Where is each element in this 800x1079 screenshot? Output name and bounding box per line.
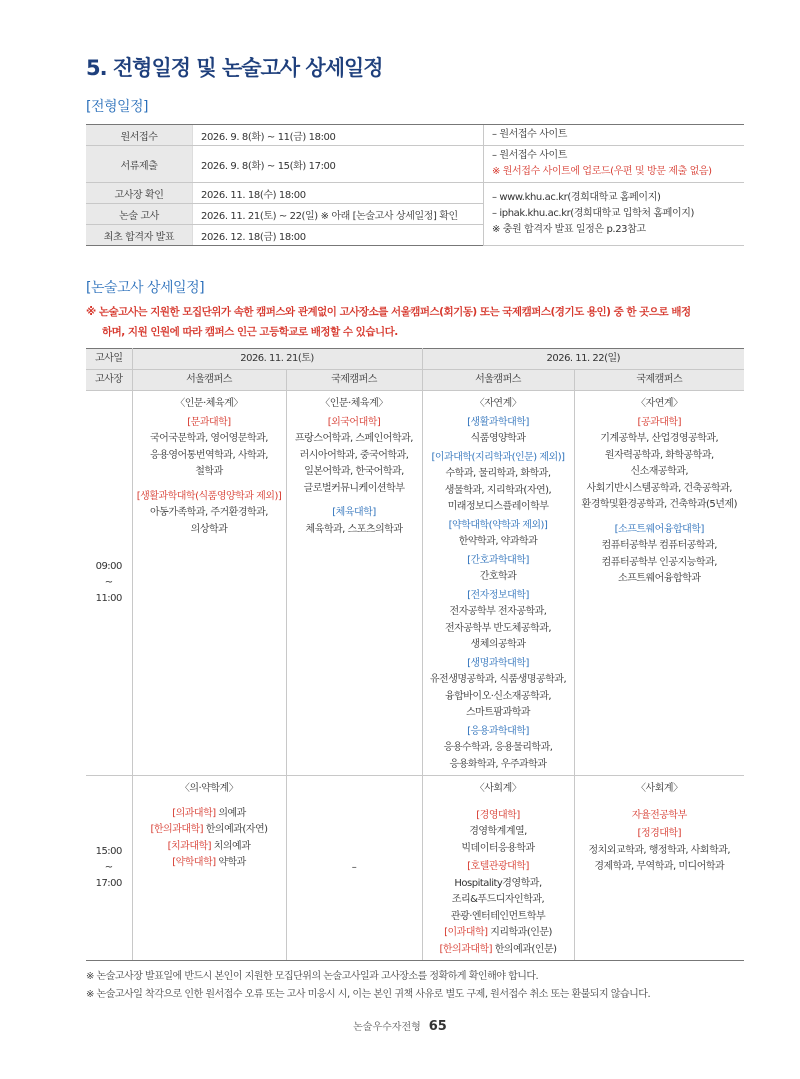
table-row — [86, 125, 744, 146]
shared-note — [484, 183, 745, 246]
note-line: – iphak.khu.ac.kr(경희대학교 입학처 홈페이지) — [492, 208, 694, 219]
note-line: – www.khu.ac.kr(경희대학교 홈페이지) — [492, 192, 661, 203]
header-cell: 고사장 — [86, 370, 132, 391]
row-date: 2026. 11. 21(토) ~ 22(일) ※ 아래 [논술고사 상세일정] 확인 — [193, 204, 484, 225]
table-header-row — [86, 370, 744, 391]
row-date: 2026. 9. 8(화) ~ 15(화) 17:00 — [193, 146, 484, 183]
table-row — [86, 146, 744, 183]
note-line-red: ※ 원서접수 사이트에 업로드(우편 및 방문 제출 없음) — [492, 166, 712, 177]
page-footer — [0, 1018, 800, 1034]
exam-cell: 〈자연계〉 [공과대학] 기계공학부, 산업경영공학과, 원자력공학과, 화학공학과, 신소재공학과, 사회기반시스템공학과, 건축공학과, 환경학및환경공학과, 건축학과(5년제) [소프트웨어융합대학] 컴퓨터공학부 컴퓨터공학과, 컴퓨터공학부 인공지능학과, 소프트웨어융합학과 — [574, 391, 744, 776]
header-cell: 국제캠퍼스 — [286, 370, 422, 391]
table-row — [86, 391, 744, 776]
exam-cell: 〈자연계〉 [생활과학대학] 식품영양학과 [이과대학(지리학과(인문) 제외)] 수학과, 물리학과, 화학과, 생물학과, 지리학과(자연), 미래정보디스플레이학부 [약학대학(약학과 제외)] 한약학과, 약과학과 [간호과학대학] 간호학과 [전자정보대학] 전자공학부 전자공학과, 전자공학부 반도체공학과, 생체의공학과 [생명과학대학] 유전생명공학과, 식품생명공학과, 융합바이오·신소재공학과, 스마트팜과학과 [응용과학대학] 응용수학과, 응용물리학과, 응용화학과, 우주과학과 — [422, 391, 574, 776]
time-cell: 15:00 ~ 17:00 — [86, 776, 132, 961]
exam-cell: 〈의·약학계〉 [의과대학] 의예과 [한의과대학] 한의예과(자연) [치과대학] 치의예과 [약학대학] 약학과 — [132, 776, 286, 961]
time-cell: 09:00 ~ 11:00 — [86, 391, 132, 776]
header-cell: 국제캠퍼스 — [574, 370, 744, 391]
footnotes — [86, 968, 650, 1004]
row-label: 논술 고사 — [86, 204, 193, 225]
exam-cell: 〈사회계〉 자율전공학부 [정경대학] 정치외교학과, 행정학과, 사회학과, 경제학과, 무역학과, 미디어학과 — [574, 776, 744, 961]
header-cell: 서울캠퍼스 — [422, 370, 574, 391]
exam-cell: 〈사회계〉 [경영대학] 경영학계계열, 빅데이터응용학과 [호텔관광대학] Hospitality경영학과, 조리&푸드디자인학과, 관광·엔터테인먼트학부 [이과대학] 지리학과(인문) [한의과대학] 한의예과(인문) — [422, 776, 574, 961]
exam-table — [86, 348, 744, 961]
exam-cell: 〈인문·체육계〉 [외국어대학] 프랑스어학과, 스페인어학과, 러시아어학과, 중국어학과, 일본어학과, 한국어학과, 글로벌커뮤니케이션학부 [체육대학] 체육학과, 스포츠의학과 — [286, 391, 422, 776]
row-note: – 원서접수 사이트 — [484, 125, 745, 146]
table-header-row — [86, 349, 744, 370]
footer-label: 논술우수자전형 — [353, 1022, 421, 1033]
row-note — [484, 146, 745, 183]
header-cell: 고사일 — [86, 349, 132, 370]
notice-line: 하며, 지원 인원에 따라 캠퍼스 인근 고등학교로 배정할 수 있습니다. — [102, 326, 398, 338]
row-date: 2026. 9. 8(화) ~ 11(금) 18:00 — [193, 125, 484, 146]
notice-line: ※ 논술고사는 지원한 모집단위가 속한 캠퍼스와 관계없이 고사장소를 서울캠퍼스(회기동) 또는 국제캠퍼스(경기도 용인) 중 한 곳으로 배정 — [86, 306, 691, 318]
page-number: 65 — [428, 1019, 447, 1034]
schedule-table — [86, 124, 744, 246]
footnote: ※ 논술고사장 발표일에 반드시 본인이 지원한 모집단위의 논술고사일과 고사장소를 정확하게 확인해야 합니다. — [86, 971, 539, 982]
row-date: 2026. 11. 18(수) 18:00 — [193, 183, 484, 204]
row-date: 2026. 12. 18(금) 18:00 — [193, 225, 484, 246]
exam-cell: 〈인문·체육계〉 [문과대학] 국어국문학과, 영어영문학과, 응용영어통번역학과, 사학과, 철학과 [생활과학대학(식품영양학과 제외)] 아동가족학과, 주거환경학과, 의상학과 — [132, 391, 286, 776]
note-line: – 원서접수 사이트 — [492, 150, 567, 161]
exam-notice — [86, 302, 746, 342]
page-title: 5. 전형일정 및 논술고사 상세일정 — [86, 56, 383, 80]
header-cell: 서울캠퍼스 — [132, 370, 286, 391]
exam-heading: [논술고사 상세일정] — [86, 280, 205, 296]
row-label: 원서접수 — [86, 125, 193, 146]
row-label: 최초 합격자 발표 — [86, 225, 193, 246]
footnote: ※ 논술고사일 착각으로 인한 원서접수 오류 또는 고사 미응시 시, 이는 본인 귀책 사유로 별도 구제, 원서접수 취소 또는 환불되지 않습니다. — [86, 989, 651, 1000]
schedule-heading: [전형일정] — [86, 99, 149, 115]
row-label: 고사장 확인 — [86, 183, 193, 204]
table-row — [86, 776, 744, 961]
note-line: ※ 충원 합격자 발표 일정은 p.23참고 — [492, 224, 646, 235]
table-row — [86, 183, 744, 204]
header-cell: 2026. 11. 21(토) — [132, 349, 422, 370]
header-cell: 2026. 11. 22(일) — [422, 349, 744, 370]
exam-cell-empty: – — [286, 776, 422, 961]
row-label: 서류제출 — [86, 146, 193, 183]
